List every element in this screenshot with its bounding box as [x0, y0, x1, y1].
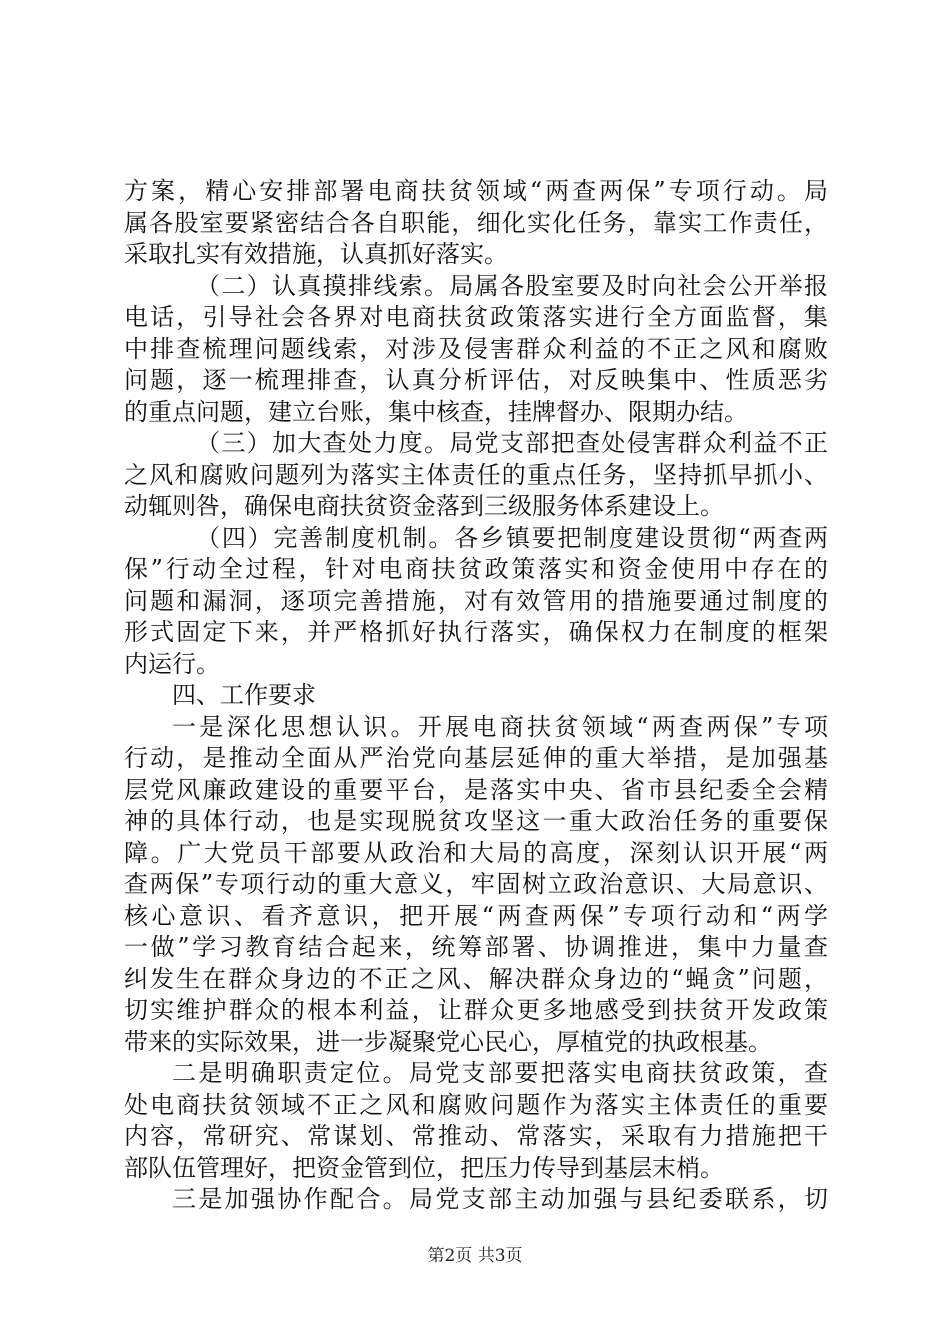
document-body — [124, 176, 828, 1216]
text-line: 一做”学习教育结合起来，统筹部署、协调推进，集中力量查 — [124, 933, 828, 961]
text-line: 层党风廉政建设的重要平台，是落实中央、省市县纪委全会精 — [124, 775, 828, 804]
text-line: 二是明确职责定位。局党支部要把落实电商扶贫政策，查 — [172, 1059, 828, 1087]
text-line: 动辄则咎，确保电商扶贫资金落到三级服务体系建设上。 — [124, 492, 724, 520]
text-line: 三是加强协作配合。局党支部主动加强与县纪委联系，切 — [172, 1185, 828, 1213]
text-line: 内容，常研究、常谋划、常推动、常落实，采取有力措施把干 — [124, 1122, 828, 1150]
text-line: 电话，引导社会各界对电商扶贫政策落实进行全方面监督，集 — [124, 303, 828, 331]
text-line: （二）认真摸排线索。局属各股室要及时向社会公开举报 — [196, 271, 828, 300]
text-line: （四）完善制度机制。各乡镇要把制度建设贯彻“两查两 — [196, 523, 828, 552]
text-line: 问题，逐一梳理排查，认真分析评估，对反映集中、性质恶劣 — [124, 366, 828, 394]
text-line: 切实维护群众的根本利益，让群众更多地感受到扶贫开发政策 — [124, 996, 828, 1024]
text-line: 神的具体行动，也是实现脱贫攻坚这一重大政治任务的重要保 — [124, 807, 828, 835]
text-line: （三）加大查处力度。局党支部把查处侵害群众利益不正 — [196, 429, 828, 457]
text-line: 部队伍管理好，把资金管到位，把压力传导到基层末梢。 — [124, 1153, 724, 1182]
text-line: 中排查梳理问题线索，对涉及侵害群众利益的不正之风和腐败 — [124, 334, 828, 363]
text-line: 之风和腐败问题列为落实主体责任的重点任务，坚持抓早抓小、 — [124, 460, 828, 489]
text-line: 保”行动全过程，针对电商扶贫政策落实和资金使用中存在的 — [124, 555, 828, 583]
text-line: 带来的实际效果，进一步凝聚党心民心，厚植党的执政根基。 — [124, 1027, 772, 1056]
text-line: 处电商扶贫领域不正之风和腐败问题作为落实主体责任的重要 — [124, 1090, 828, 1119]
text-line: 方案，精心安排部署电商扶贫领域“两查两保”专项行动。局 — [124, 177, 828, 205]
text-line: 查两保”专项行动的重大意义，牢固树立政治意识、大局意识、 — [124, 870, 828, 898]
text-line: 属各股室要紧密结合各自职能，细化实化任务，靠实工作责任， — [124, 208, 828, 237]
section-heading: 四、工作要求 — [172, 681, 316, 709]
text-line: 纠发生在群众身边的不正之风、解决群众身边的“蝇贪”问题， — [124, 964, 828, 993]
text-line: 障。广大党员干部要从政治和大局的高度，深刻认识开展“两 — [124, 838, 828, 867]
text-line: 行动，是推动全面从严治党向基层延伸的重大举措，是加强基 — [124, 744, 828, 772]
text-line: 形式固定下来，并严格抓好执行落实，确保权力在制度的框架 — [124, 618, 828, 646]
text-line: 内运行。 — [124, 649, 220, 678]
text-line: 一是深化思想认识。开展电商扶贫领域“两查两保”专项 — [172, 712, 828, 741]
text-line: 采取扎实有效措施，认真抓好落实。 — [124, 240, 508, 268]
text-line: 核心意识、看齐意识，把开展“两查两保”专项行动和“两学 — [124, 901, 828, 930]
text-line: 问题和漏洞，逐项完善措施，对有效管用的措施要通过制度的 — [124, 586, 828, 615]
text-line: 的重点问题，建立台账，集中核查，挂牌督办、限期办结。 — [124, 397, 748, 426]
page-footer: 第2页 共3页 — [427, 1246, 523, 1266]
